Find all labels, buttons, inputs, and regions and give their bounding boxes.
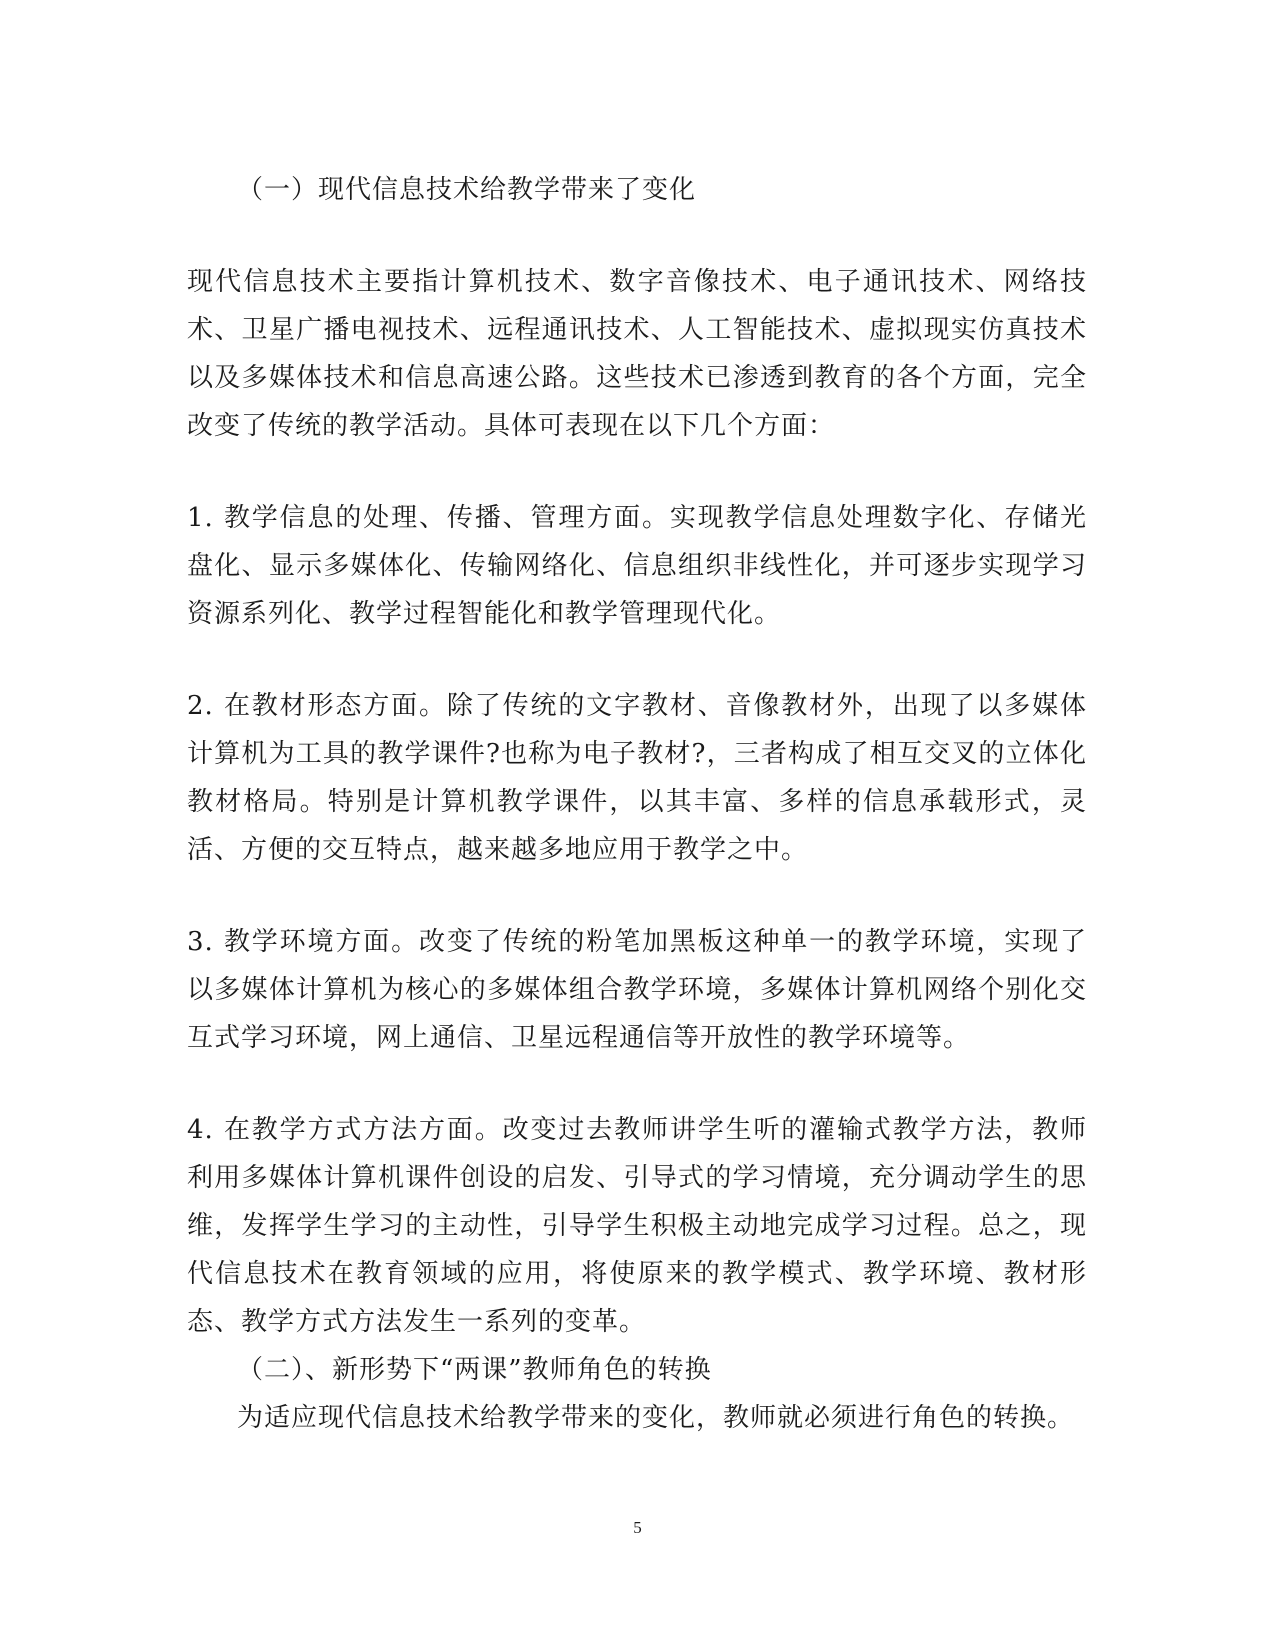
list-item-3: 3. 教学环境方面。改变了传统的粉笔加黑板这种单一的教学环境，实现了以多媒体计算机为核心的多媒体组合教学环境，多媒体计算机网络个别化交互式学习环境，网上通信、卫星远程通信等开放性的教学环境等。: [187, 927, 1087, 1053]
list-item-1: 1. 教学信息的处理、传播、管理方面。实现教学信息处理数字化、存储光盘化、显示多媒体化、传输网络化、信息组织非线性化，并可逐步实现学习资源系列化、教学过程智能化和教学管理现代化。: [187, 503, 1087, 629]
document-body: [187, 166, 1087, 1442]
section-heading-1: （一）现代信息技术给教学带来了变化: [237, 175, 697, 205]
page-number: 5: [633, 1518, 642, 1537]
list-item-2: 2. 在教材形态方面。除了传统的文字教材、音像教材外，出现了以多媒体计算机为工具的教学课件?也称为电子教材?，三者构成了相互交叉的立体化教材格局。特别是计算机教学课件，以其丰富、多样的信息承载形式，灵活、方便的交互特点，越来越多地应用于教学之中。: [187, 691, 1087, 865]
section-heading-2: （二）、新形势下“两课”教师角色的转换: [237, 1355, 712, 1385]
list-item-4: 4. 在教学方式方法方面。改变过去教师讲学生听的灌输式教学方法，教师利用多媒体计算机课件创设的启发、引导式的学习情境，充分调动学生的思维，发挥学生学习的主动性，引导学生积极主动地完成学习过程。总之，现代信息技术在教育领域的应用，将使原来的教学模式、教学环境、教材形态、教学方式方法发生一系列的变革。: [187, 1115, 1087, 1337]
closing-paragraph: 为适应现代信息技术给教学带来的变化，教师就必须进行角色的转换。: [237, 1403, 1075, 1433]
intro-paragraph: 现代信息技术主要指计算机技术、数字音像技术、电子通讯技术、网络技术、卫星广播电视技术、远程通讯技术、人工智能技术、虚拟现实仿真技术以及多媒体技术和信息高速公路。这些技术已渗透到教育的各个方面，完全改变了传统的教学活动。具体可表现在以下几个方面：: [187, 267, 1087, 441]
